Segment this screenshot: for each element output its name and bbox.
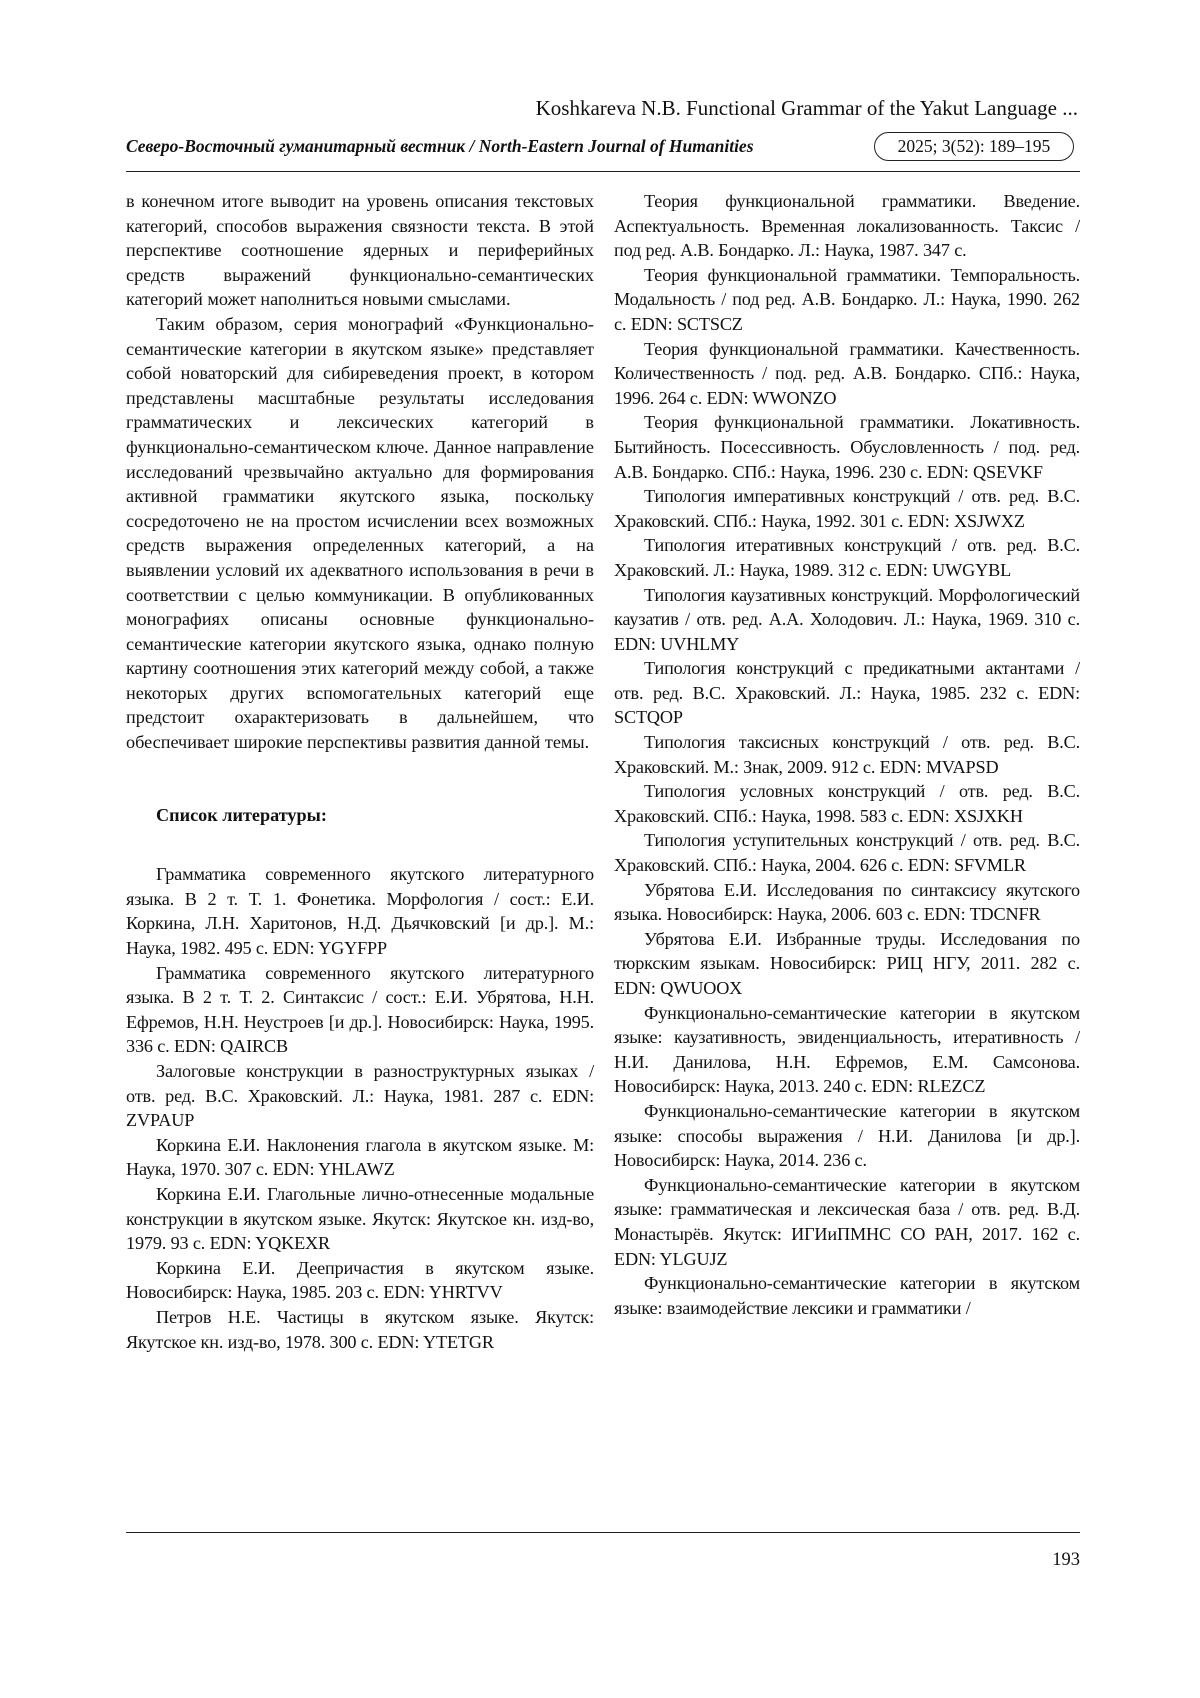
reference-item: Убрятова Е.И. Исследования по синтаксису якутского языка. Новосибирск: Наука, 2006. 603 с. EDN: TDCNFR [614, 879, 1080, 925]
reference-item: Залоговые конструкции в разноструктурных языках / отв. ред. В.С. Храковский. Л.: Наука, 1981. 287 с. EDN: ZVPAUP [126, 1061, 594, 1131]
reference-item: Грамматика современного якутского литературного языка. В 2 т. Т. 1. Фонетика. Морфология / сост.: Е.И. Коркина, Л.Н. Харитонов, Н.Д. Дьячковский [и др.]. М.: Наука, 1982. 495 с. EDN: YGYFPP [126, 864, 594, 959]
body-paragraph: в конечном итоге выводит на уровень описания текстовых категорий, способов выражения связности текста. В этой перспективе соотношение ядерных и периферийных средств выражений функционально-семантических категорий может наполниться новыми смыслами. [126, 191, 594, 310]
reference-item: Теория функциональной грамматики. Введение. Аспектуальность. Временная локализованность. Таксис / под ред. А.В. Бондарко. Л.: Наука, 1987. 347 с. [614, 191, 1080, 261]
footer-divider [126, 1532, 1080, 1533]
reference-item: Петров Н.Е. Частицы в якутском языке. Якутск: Якутское кн. изд-во, 1978. 300 с. EDN: YTETGR [126, 1306, 594, 1352]
reference-item: Типология конструкций с предикатными актантами / отв. ред. В.С. Храковский. Л.: Наука, 1985. 232 с. EDN: SCTQOP [614, 658, 1080, 728]
references-list-left [126, 862, 594, 1354]
reference-item: Грамматика современного якутского литературного языка. В 2 т. Т. 2. Синтаксис / сост.: Е.И. Убрятова, Н.Н. Ефремов, Н.Н. Неустроев [и др.]. Новосибирск: Наука, 1995. 336 с. EDN: QAIRCB [126, 962, 594, 1057]
left-column [126, 189, 594, 1354]
reference-item: Коркина Е.И. Наклонения глагола в якутском языке. М: Наука, 1970. 307 с. EDN: YHLAWZ [126, 1134, 594, 1180]
reference-item: Функционально-семантические категории в якутском языке: взаимодействие лексики и грамматики / [614, 1273, 1080, 1318]
reference-item: Типология условных конструкций / отв. ред. В.С. Храковский. СПб.: Наука, 1998. 583 с. EDN: XSJXKH [614, 781, 1080, 826]
reference-item: Функционально-семантические категории в якутском языке: способы выражения / Н.И. Данилова [и др.]. Новосибирск: Наука, 2014. 236 с. [614, 1100, 1080, 1171]
reference-item: Функционально-семантические категории в якутском языке: каузативность, эвиденциальность, итеративность / Н.И. Данилова, Н.Н. Ефремов, Е.М. Самсонова. Новосибирск: Наука, 2013. 240 с. EDN: RLEZCZ [614, 1002, 1080, 1097]
reference-item: Типология итеративных конструкций / отв. ред. В.С. Храковский. Л.: Наука, 1989. 312 с. EDN: UWGYBL [614, 535, 1080, 580]
reference-item: Коркина Е.И. Глагольные лично-отнесенные модальные конструкции в якутском языке. Якутск: Якутское кн. изд-во, 1979. 93 с. EDN: YQKEXR [126, 1183, 594, 1254]
reference-item: Коркина Е.И. Деепричастия в якутском языке. Новосибирск: Наука, 1985. 203 с. EDN: YHRTVV [126, 1257, 594, 1303]
header-divider [126, 171, 1080, 172]
reference-item: Типология каузативных конструкций. Морфологический каузатив / отв. ред. А.А. Холодович. Л.: Наука, 1969. 310 с. EDN: UVHLMY [614, 584, 1080, 654]
reference-item: Убрятова Е.И. Избранные труды. Исследования по тюркским языкам. Новосибирск: РИЦ НГУ, 2011. 282 с. EDN: QWUOOX [614, 928, 1080, 998]
reference-item: Теория функциональной грамматики. Темпоральность. Модальность / под ред. А.В. Бондарко. Л.: Наука, 1990. 262 с. EDN: SCTSCZ [614, 264, 1080, 334]
issue-badge: 2025; 3(52): 189–195 [874, 132, 1074, 161]
page-number: 193 [1052, 1550, 1080, 1570]
reference-item: Функционально-семантические категории в якутском языке: грамматическая и лексическая база / отв. ред. В.Д. Монастырёв. Якутск: ИГИиПМНС СО РАН, 2017. 162 с. EDN: YLGUJZ [614, 1174, 1080, 1269]
reference-item: Типология таксисных конструкций / отв. ред. В.С. Храковский. М.: Знак, 2009. 912 с. EDN: MVAPSD [614, 732, 1080, 777]
journal-title: Северо-Восточный гуманитарный вестник / North-Eastern Journal of Humanities [126, 136, 754, 156]
reference-item: Теория функциональной грамматики. Локативность. Бытийность. Посессивность. Обусловленность / под. ред. А.В. Бондарко. СПб.: Наука, 1996. 230 с. EDN: QSEVKF [614, 412, 1080, 482]
reference-item: Типология императивных конструкций / отв. ред. В.С. Храковский. СПб.: Наука, 1992. 301 с. EDN: XSJWXZ [614, 486, 1080, 531]
body-paragraph: Таким образом, серия монографий «Функционально-семантические категории в якутском языке» представляет собой новаторский для сибиреведения проект, в котором представлены масштабные результаты исследования грамматических и лексических категорий в функционально-семантическом ключе. Данное направление исследований чрезвычайно актуально для формирования активной грамматики якутского языка, поскольку сосредоточено не на простом исчислении всех возможных средств выражения определенных категорий, а на выявлении условий их адекватного использования в речи в соответствии с целью коммуникации. В опубликованных монографиях описаны основные функционально-семантические категории якутского языка, однако полную картину соотношения этих категорий между собой, а также некоторых других вспомогательных категорий еще предстоит охарактеризовать в дальнейшем, что обеспечивает широкие перспективы развития данной темы. [126, 313, 594, 753]
references-heading: Список литературы: [156, 804, 327, 825]
right-column [614, 189, 1080, 1320]
references-list-right [614, 189, 1080, 1320]
reference-item: Типология уступительных конструкций / отв. ред. В.С. Храковский. СПб.: Наука, 2004. 626 с. EDN: SFVMLR [614, 830, 1080, 876]
reference-item: Теория функциональной грамматики. Качественность. Количественность / под. ред. А.В. Бондарко. СПб.: Наука, 1996. 264 с. EDN: WWONZO [614, 338, 1080, 408]
running-title: Koshkareva N.B. Functional Grammar of the Yakut Language ... [535, 96, 1078, 120]
